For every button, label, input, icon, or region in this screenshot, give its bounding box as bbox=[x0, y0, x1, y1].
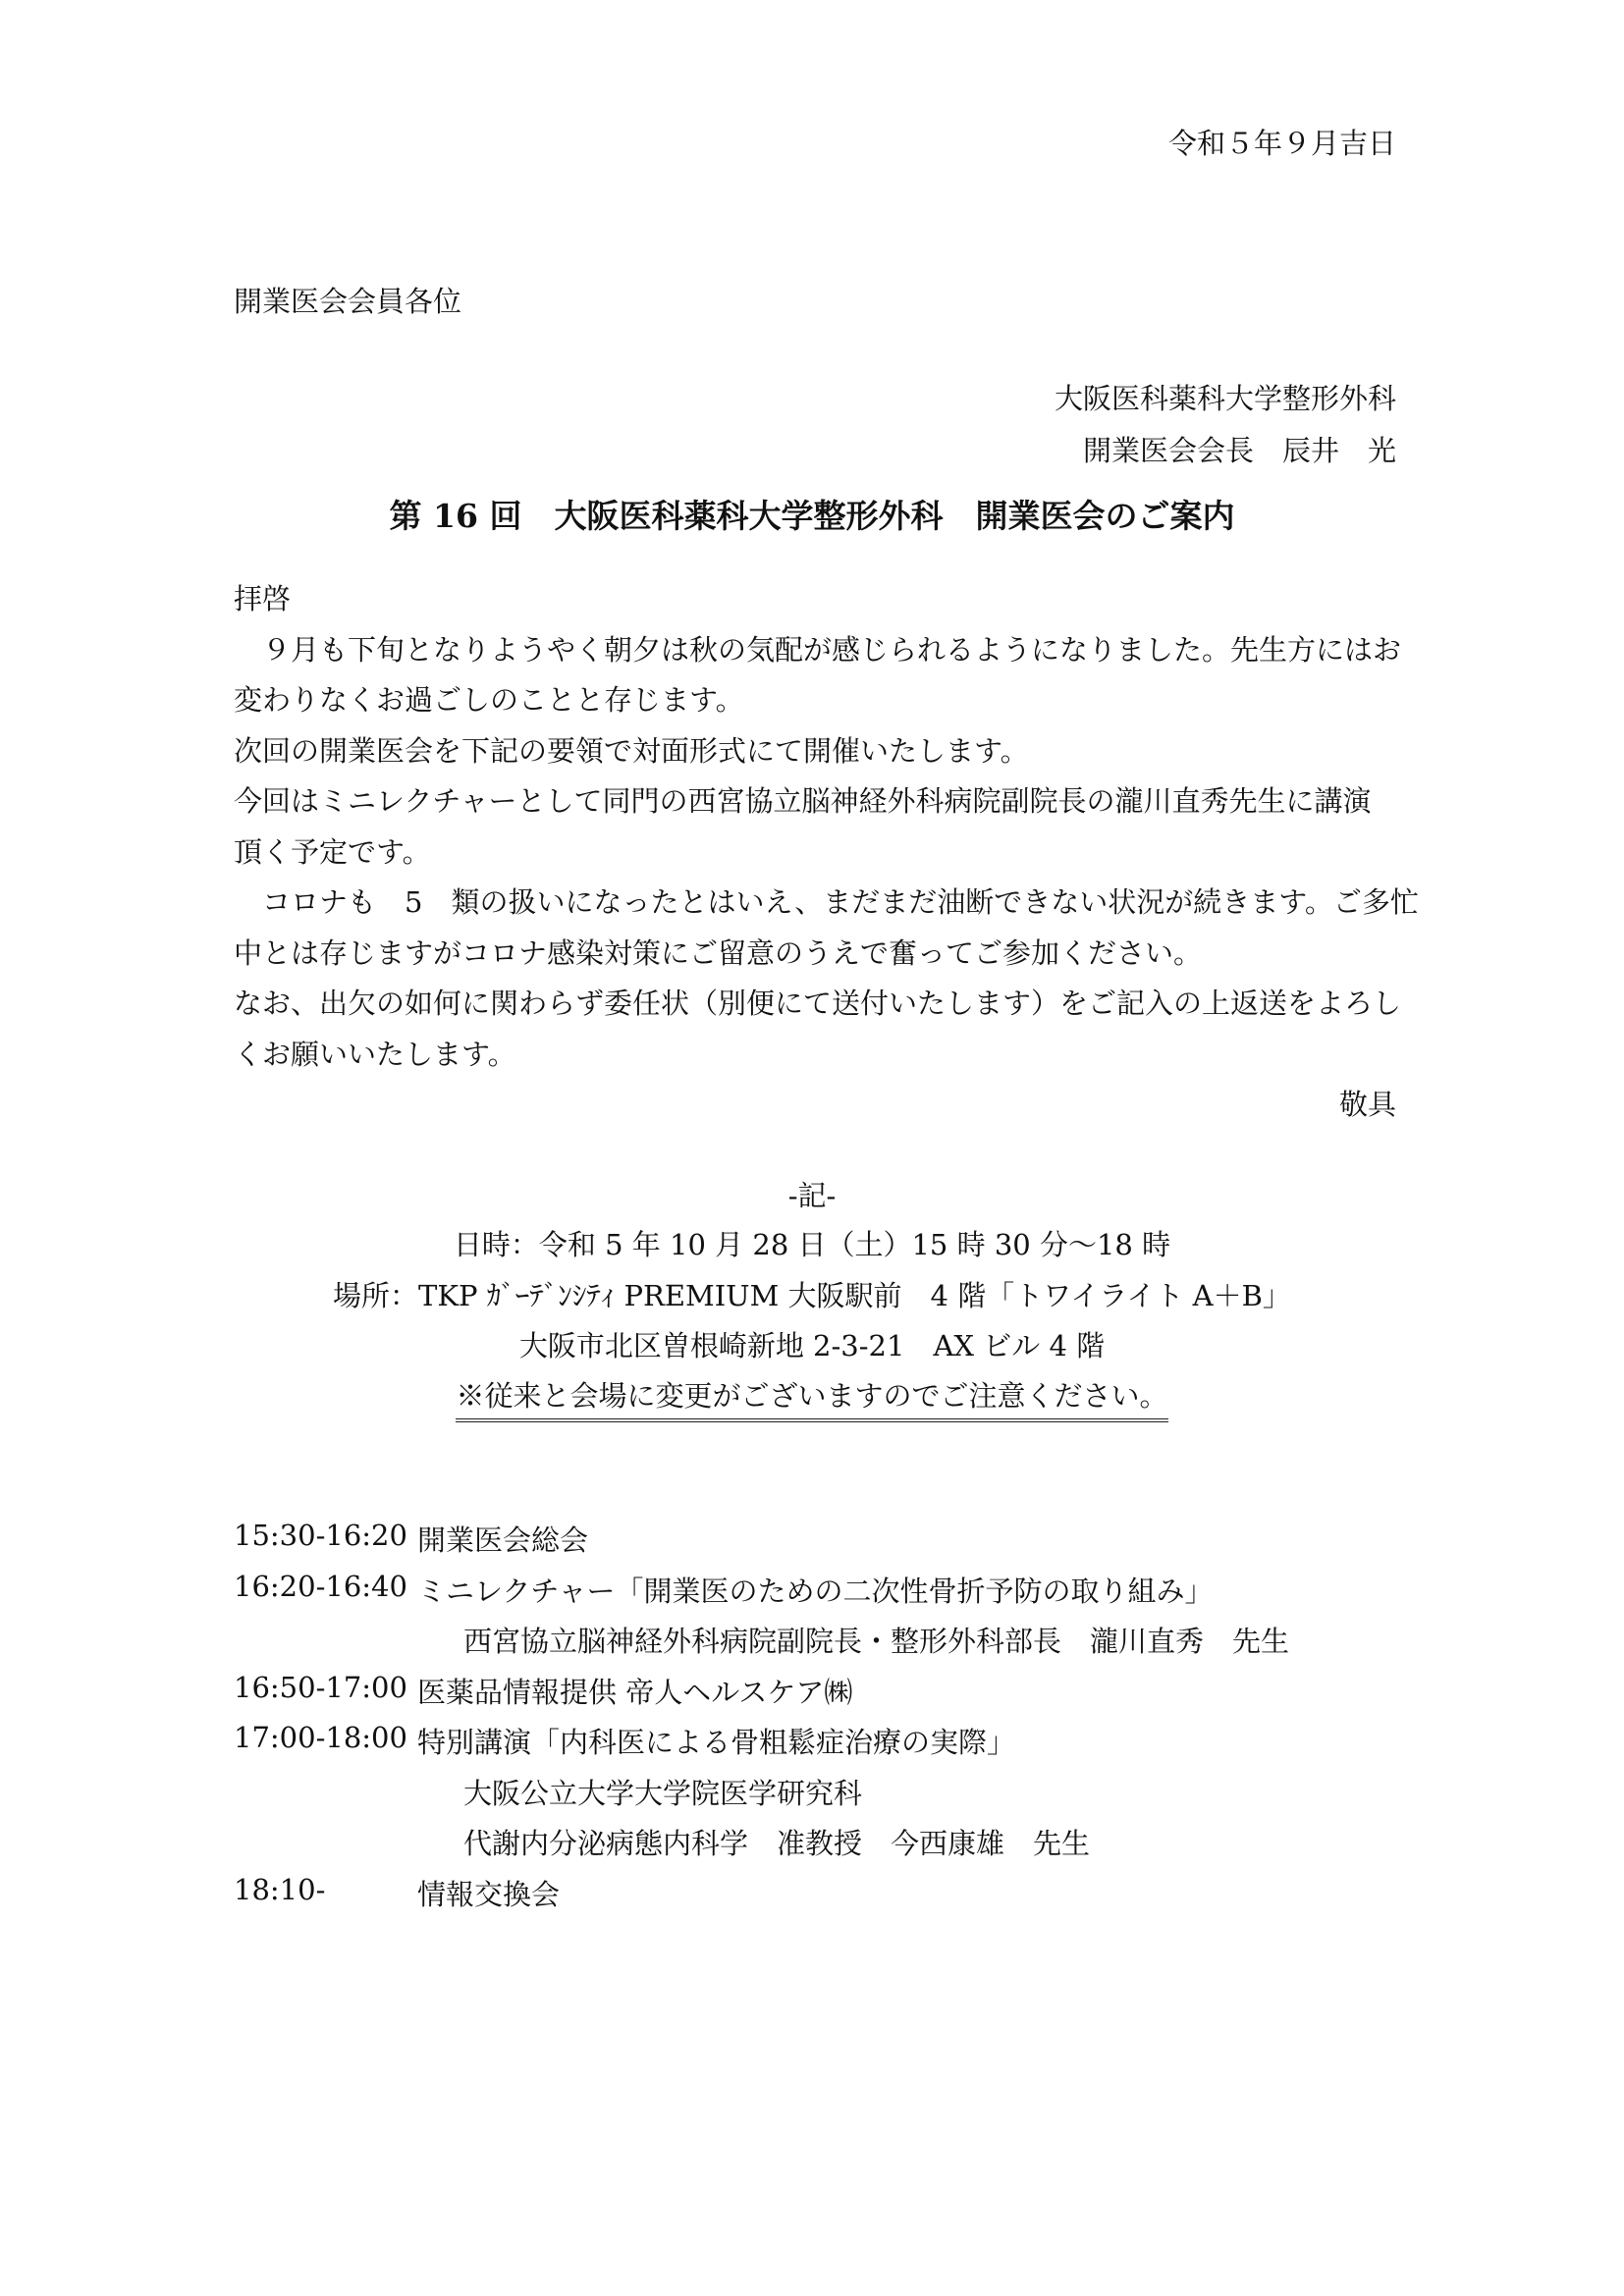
schedule-speaker: 西宮協立脳神経外科病院副院長・整形外科部長 瀧川直秀 先生 bbox=[463, 1625, 1290, 1658]
schedule-time: 16:50-17:00 bbox=[234, 1671, 407, 1704]
event-datetime: 日時：令和 5 年 10 月 28 日（土）15 時 30 分～18 時 bbox=[453, 1228, 1171, 1261]
letter-line: 今回はミニレクチャーとして同門の西宮協立脳神経外科病院副院長の瀧川直秀先生に講演 bbox=[234, 784, 1372, 818]
letter-line: 次回の開業医会を下記の要領で対面形式にて開催いたします。 bbox=[234, 734, 1029, 768]
letter-opening: 拝啓 bbox=[234, 582, 292, 615]
event-address: 大阪市北区曽根崎新地 2-3-21 AX ビル 4 階 bbox=[518, 1329, 1106, 1362]
venue-change-notice: ※従来と会場に変更がございますのでご注意ください。 bbox=[456, 1374, 1167, 1422]
schedule-item: 特別講演「内科医による骨粗鬆症治療の実際」 bbox=[417, 1726, 1016, 1759]
document-title: 第 16 回 大阪医科薬科大学整形外科 開業医会のご案内 bbox=[389, 497, 1235, 535]
letter-line: 中とは存じますがコロナ感染対策にご留意のうえで奮ってご参加ください。 bbox=[234, 936, 1203, 970]
letter-line: 頂く予定です。 bbox=[234, 835, 431, 869]
letter-line: くお願いいたします。 bbox=[234, 1038, 516, 1071]
letter-line: なお、出欠の如何に関わらず委任状（別便にて送付いたします）をご記入の上返送をよろし bbox=[234, 987, 1402, 1020]
addressee: 開業医会会員各位 bbox=[234, 285, 462, 318]
schedule-time: 15:30-16:20 bbox=[234, 1519, 407, 1552]
schedule-item: 情報交換会 bbox=[417, 1878, 561, 1911]
schedule-speaker-affiliation: 大阪公立大学大学院医学研究科 bbox=[463, 1777, 863, 1810]
sender-organization: 大阪医科薬科大学整形外科 bbox=[1054, 382, 1396, 415]
schedule-time: 17:00-18:00 bbox=[234, 1721, 407, 1754]
document-date: 令和５年９月吉日 bbox=[1167, 127, 1396, 160]
letter-line: ９月も下旬となりようやく朝夕は秋の気配が感じられるようになりました。先生方にはお bbox=[262, 633, 1402, 667]
schedule-item: 開業医会総会 bbox=[417, 1523, 589, 1557]
event-venue: 場所：TKP ｶﾞｰﾃﾞﾝｼﾃｨ PREMIUM 大阪駅前 4 階「トワイライト A＋B」 bbox=[333, 1279, 1291, 1312]
schedule-time: 16:20-16:40 bbox=[234, 1570, 407, 1603]
letter-line: コロナも 5 類の扱いになったとはいえ、まだまだ油断できない状況が続きます。ご多忙 bbox=[262, 885, 1419, 919]
schedule-item: 医薬品情報提供 帝人ヘルスケア㈱ bbox=[417, 1676, 853, 1709]
sender-name: 開業医会会長 辰井 光 bbox=[1082, 434, 1396, 467]
schedule-item: ミニレクチャー「開業医のための二次性骨折予防の取り組み」 bbox=[417, 1575, 1214, 1608]
schedule-time: 18:10- bbox=[234, 1873, 326, 1906]
letter-closing: 敬具 bbox=[1338, 1088, 1396, 1121]
details-heading: -記- bbox=[787, 1179, 837, 1212]
letter-line: 変わりなくお過ごしのことと存じます。 bbox=[234, 683, 744, 717]
venue-change-notice-wrapper bbox=[0, 1374, 1624, 1422]
schedule-speaker: 代謝内分泌病態内科学 准教授 今西康雄 先生 bbox=[463, 1827, 1091, 1860]
